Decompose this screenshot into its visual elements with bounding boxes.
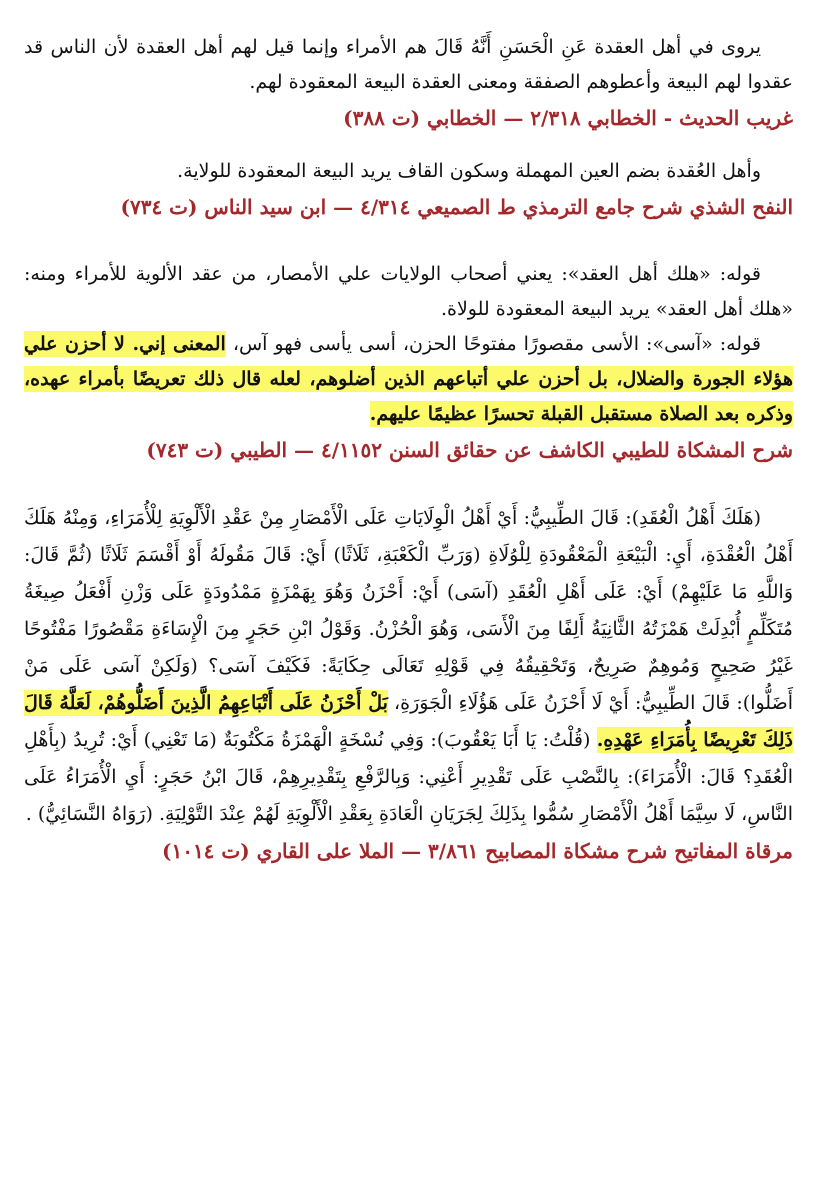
source-citation: شرح المشكاة للطيبي الكاشف عن حقائق السنن ٤/١١٥٢ — الطيبي (ت ٧٤٣) (146, 438, 793, 462)
excerpt-text: يروى في أهل العقدة عَنِ الْحَسَنِ أَنَّهُ قَالَ هم الأمراء وإنما قيل لهم أهل العقدة لأن الناس قد عقدوا لهم البيعة وأعطوهم الصفقة ومعنى العقدة البيعة المعقودة لهم. (24, 36, 793, 93)
plain-text: (قُلْتُ: يَا أَبَا يَعْقُوبَ): وَفِي نُسْخَةٍ الْهَمْزَةُ مَكْتُوبَةٌ (مَا تَعْنِي) أَيْ: تُرِيدُ (بِأَهْلِ الْعُقَدِ؟ قَالَ: الْأُمَرَاءَ): بِالنَّصْبِ عَلَى تَقْدِيرِ أَعْنِي: وَبِالرَّفْعِ بِتَقْدِيرِهِمْ، قَالَ ابْنُ حَجَرٍ: أَيِ الْأُمَرَاءُ عَلَى النَّاسِ، لَا سِيَّمَا أَهْلُ الْأَمْصَارِ سُمُّوا بِذَلِكَ لِجَرَيَانِ الْعَادَةِ بِعَقْدِ الْأَلْوِيَةِ لَهُمْ عِنْدَ التَّوْلِيَةِ. (رَوَاهُ النَّسَائِيُّ) . (24, 729, 793, 825)
highlighted-text: المعنى إني. لا أحزن علي هؤلاء الجورة والضلال، بل أحزن علي أتباعهم الذين أضلوهم، لعله قال ذلك تعريضًا بأمراء عهده، وذكره بعد الصلاة مستقبل القبلة تحسرًا عظيمًا عليهم. (24, 333, 793, 425)
excerpt-text-highlighted (24, 327, 793, 432)
source-citation: مرقاة المفاتيح شرح مشكاة المصابيح ٣/٨٦١ — الملا على القاري (ت ١٠١٤) (161, 839, 793, 863)
highlighted-text: بَلْ أَحْزَنُ عَلَى أَتْبَاعِهِمُ الَّذِينَ أَضَلُّوهُمْ، لَعَلَّهُ قَالَ ذَلِكَ تَعْرِيضًا بِأُمَرَاءِ عَهْدِهِ. (24, 692, 793, 751)
excerpt-text: وأهل العُقدة بضم العين المهملة وسكون القاف يريد البيعة المعقودة للولاية. (177, 160, 761, 182)
excerpt-mulla-ali-al-qari (24, 500, 793, 869)
excerpt-tibi (24, 257, 793, 468)
excerpt-text: قوله: «هلك أهل العقد»: يعني أصحاب الولايات علي الأمصار، من عقد الألوية للأمراء ومنه: «هلك أهل العقد» يريد البيعة المعقودة للولاة. (24, 263, 793, 320)
plain-text: قوله: «آسى»: الأسى مقصورًا مفتوحًا الحزن، أسى يأسى فهو آس، (225, 333, 761, 355)
excerpt-text-highlighted (24, 500, 793, 833)
source-citation: النفح الشذي شرح جامع الترمذي ط الصميعي ٤/٣١٤ — ابن سيد الناس (ت ٧٣٤) (120, 195, 793, 219)
excerpt-ibn-sayyid-al-nas (24, 154, 793, 225)
plain-text: (هَلَكَ أَهْلُ الْعُقَدِ): قَالَ الطِّيبِيُّ: أَيْ أَهْلُ الْوِلَايَاتِ عَلَى الْأَمْصَارِ مِنْ عَقْدِ الْأَلْوِيَةِ لِلْأُمَرَاءِ، وَمِنْهُ هَلَكَ أَهْلُ الْعُقْدَةِ، أَيِ: الْبَيْعَةِ الْمَعْقُودَةِ لِلْوُلَاةِ (وَرَبِّ الْكَعْبَةِ، ثَلَاثًا) أَيْ: قَالَ مَقُولَهُ أَوْ أَقْسَمَ ثَلَاثًا (ثُمَّ قَالَ: وَاللَّهِ مَا عَلَيْهِمْ) أَيْ: عَلَى أَهْلِ الْعُقَدِ (آسَى) أَيْ: أَحْزَنُ وَهُوَ بِهَمْزَةٍ مَمْدُودَةٍ عَلَى وَزْنِ أَفْعَلُ صِيغَةُ مُتَكَلِّمٍ أُبْدِلَتْ هَمْزَتُهُ الثَّانِيَةُ أَلِفًا مِنَ الْأَسَى، وَهُوَ الْحُزْنُ. وَقَوْلُ ابْنِ حَجَرٍ مِنَ الْإِسَاءَةِ مَقْصُورًا مَفْتُوحًا غَيْرُ صَحِيحٍ وَمُوهِمٌ صَرِيحٌ، وَتَحْقِيقُهُ فِي قَوْلِهِ تَعَالَى حِكَايَةً: فَكَيْفَ آسَى؟ (وَلَكِنْ آسَى عَلَى مَنْ أَضَلُّوا): قَالَ الطِّيبِيُّ: أَيْ لَا أَحْزَنُ عَلَى هَؤُلَاءِ الْجَوَرَةِ، (24, 507, 793, 714)
excerpt-khattabi (24, 30, 793, 136)
source-citation: غريب الحديث - الخطابي ٢/٣١٨ — الخطابي (ت ٣٨٨) (343, 106, 793, 130)
